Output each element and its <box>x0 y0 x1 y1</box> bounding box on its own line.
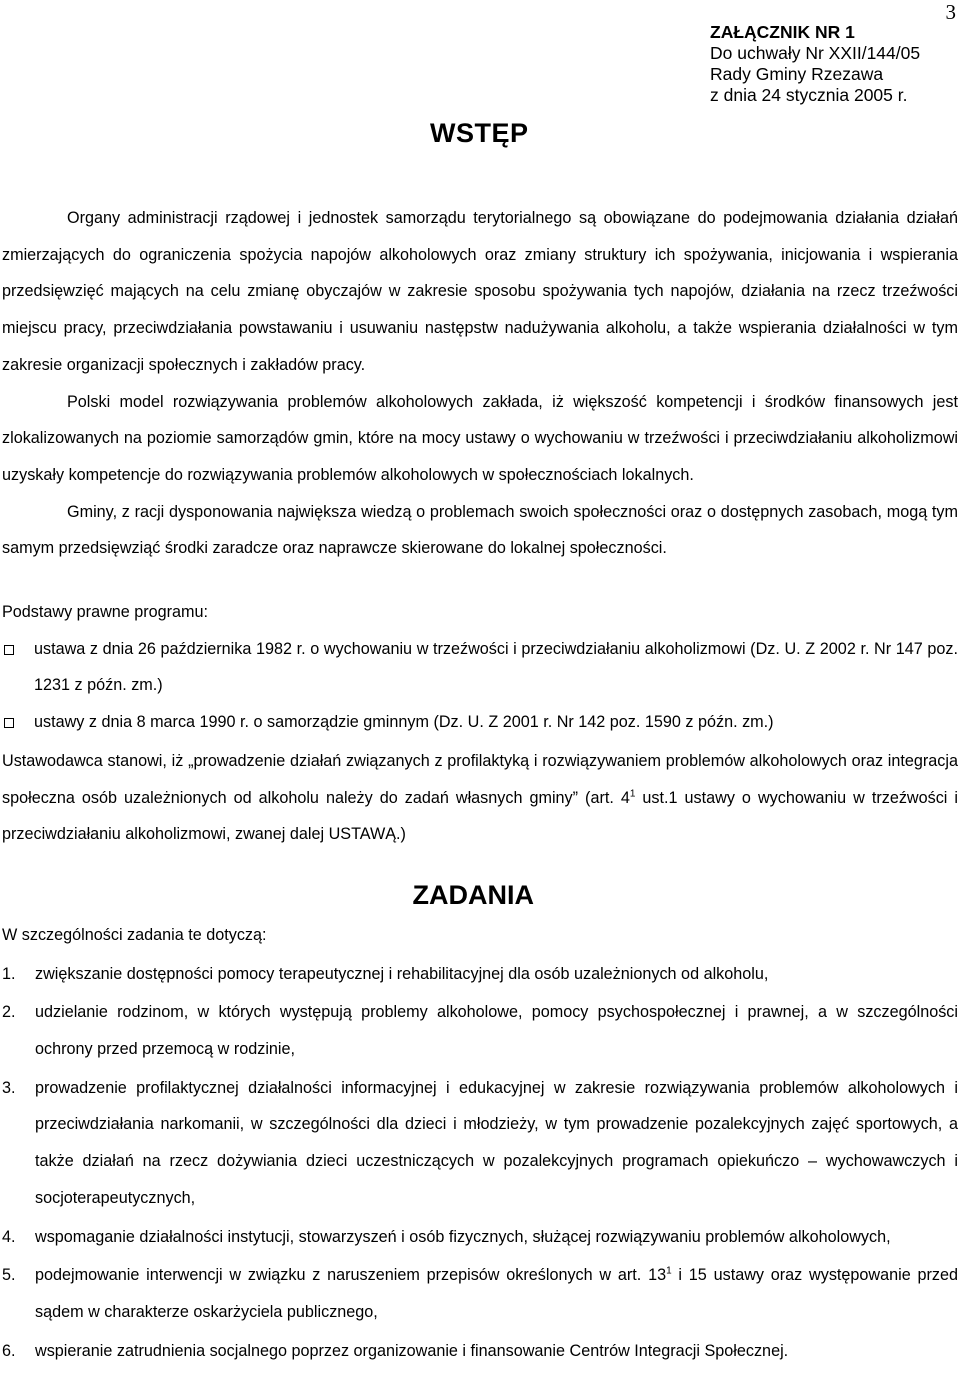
task-text: udzielanie rodzinom, w których występują problemy alkoholowe, pomocy psychospołecznej i prawnej, a w szczególności ochrony przed przemocą w rodzinie, <box>35 1003 958 1059</box>
page-number: 3 <box>945 0 956 24</box>
intro-paragraph-1: Organy administracji rządowej i jednostek samorządu terytorialnego są obowiązane do podejmowania działania działań zmierzających do ograniczenia spożycia napojów alkoholowych oraz zmiany struktury ich spożywania, inicjowania i wspierania przedsięwzięć mających na celu zmianę obyczajów w zakresie sposobu spożywania tych napojów, działania na rzecz trzeźwości miejscu pracy, przeciwdziałania powstawaniu i usuwaniu następstw nadużywania alkoholu, a także wspierania działalności w tym zakresie organizacji społecznych i zakładów pracy. <box>2 209 958 374</box>
task-text-part-1: podejmowanie interwencji w związku z naruszeniem przepisów określonych w art. 13 <box>35 1266 667 1285</box>
attachment-header <box>710 22 920 106</box>
task-item <box>2 994 958 1067</box>
statement-part-1: Ustawodawca stanowi, iż „prowadzenie działań związanych z profilaktyką i rozwiązywaniem problemów alkoholowych oraz integracja społeczna osób uzależnionych od alkoholu należy do zadań własnych gminy” (art. 4 <box>2 751 958 807</box>
statement-part-2: ust.1 ustawy o wychowaniu w trzeźwości i przeciwdziałaniu alkoholizmowi, zwanej dalej USTAWĄ.) <box>2 788 959 844</box>
task-item <box>2 1257 958 1330</box>
tasks-heading: ZADANIA <box>412 879 534 910</box>
task-superscript: 1 <box>666 1265 672 1277</box>
attachment-council: Rady Gminy Rzezawa <box>710 64 884 84</box>
task-item <box>2 1070 958 1217</box>
tasks-intro: W szczególności zadania te dotyczą: <box>2 925 267 944</box>
intro-paragraph-2: Polski model rozwiązywania problemów alkoholowych zakłada, iż większość kompetencji i środków finansowych jest zlokalizowanych na poziomie samorządów gmin, które na mocy ustawy o wychowaniu w trzeźwości i przeciwdziałaniu alkoholizmowi uzyskały kompetencje do rozwiązywania problemów alkoholowych w społecznościach lokalnych. <box>2 392 958 484</box>
task-text <box>35 1257 958 1330</box>
attachment-resolution: Do uchwały Nr XXII/144/05 <box>710 43 921 63</box>
task-text: zwiększanie dostępności pomocy terapeutycznej i rehabilitacyjnej dla osób uzależnionych od alkoholu, <box>35 964 769 983</box>
task-text: prowadzenie profilaktycznej działalności informacyjnej i edukacyjnej w zakresie rozwiązywania problemów alkoholowych i przeciwdziałania narkomanii, w szczególności dla dzieci i młodzieży, w tym prowadzenie pozalekcyjnych zajęć sportowych, a także działań na rzecz dożywiania dzieci uczestniczących w pozalekcyjnych programach opiekuńczo – wychowawczych i socjoterapeutycznych, <box>35 1078 958 1207</box>
attachment-date: z dnia 24 stycznia 2005 r. <box>710 85 908 105</box>
legal-basis-text: ustawa z dnia 26 października 1982 r. o wychowaniu w trzeźwości i przeciwdziałaniu alkoholizmowi (Dz. U. Z 2002 r. Nr 147 poz. 1231 z późn. zm.) <box>34 639 958 695</box>
document-body <box>2 200 958 1369</box>
task-item <box>2 1219 958 1256</box>
legal-basis-item <box>2 704 958 743</box>
task-number: 1. <box>2 964 16 983</box>
task-item <box>2 956 958 993</box>
task-number: 3. <box>2 1078 16 1097</box>
checkbox-bullet-icon <box>4 645 14 655</box>
intro-paragraph-3: Gminy, z racji dysponowania największa wiedzą o problemach swoich społeczności oraz o dostępnych zasobach, mogą tym samym przedsięwziąć środki zaradcze oraz naprawcze skierowane do lokalnej społeczności. <box>2 502 958 558</box>
legal-basis-text: ustawy z dnia 8 marca 1990 r. o samorządzie gminnym (Dz. U. Z 2001 r. Nr 142 poz. 1590 z późn. zm.) <box>34 713 774 732</box>
task-number: 2. <box>2 1003 16 1022</box>
legal-basis-item <box>2 631 958 704</box>
statement-superscript: 1 <box>629 788 636 800</box>
task-number: 6. <box>2 1341 16 1360</box>
intro-heading: WSTĘP <box>430 118 529 148</box>
task-text-part-2: i 15 ustawy oraz występowanie przed sądem w charakterze oskarżyciela publicznego, <box>35 1266 958 1321</box>
task-item <box>2 1333 958 1370</box>
task-number: 5. <box>2 1266 16 1285</box>
attachment-title: ZAŁĄCZNIK NR 1 <box>710 22 855 42</box>
legislator-statement <box>2 743 958 853</box>
legal-basis-heading: Podstawy prawne programu: <box>2 603 209 622</box>
task-number: 4. <box>2 1227 16 1246</box>
checkbox-bullet-icon <box>4 718 14 728</box>
task-text: wspieranie zatrudnienia socjalnego poprzez organizowanie i finansowanie Centrów Integracji Społecznej. <box>35 1341 789 1360</box>
task-text: wspomaganie działalności instytucji, stowarzyszeń i osób fizycznych, służącej rozwiązywaniu problemów alkoholowych, <box>35 1227 891 1246</box>
